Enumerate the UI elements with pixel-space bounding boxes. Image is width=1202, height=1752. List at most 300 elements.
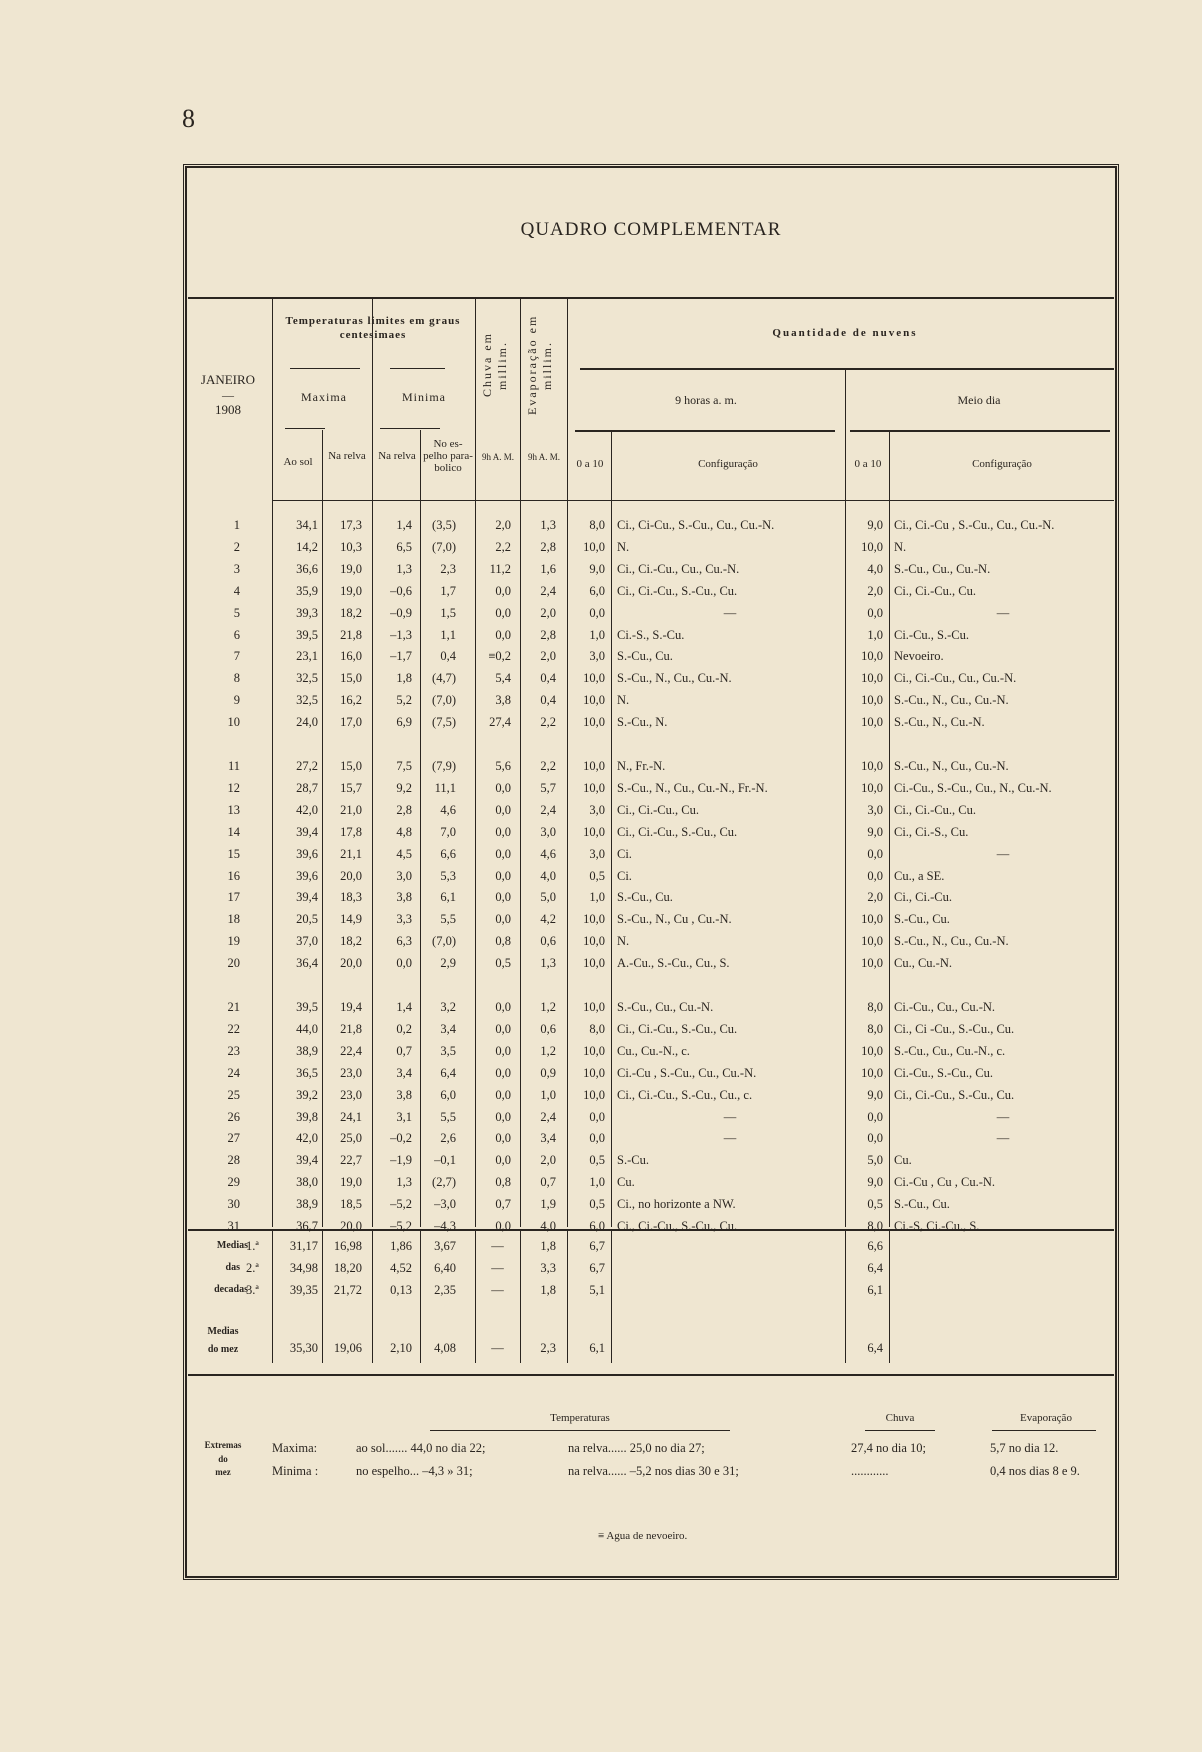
cell-config-9h: S.-Cu., N., Cu , Cu.-N. — [617, 912, 732, 927]
cell-day: 8 — [233, 671, 240, 686]
extremas-temperaturas-header: Temperaturas — [550, 1412, 610, 1424]
cell-na-relva-max: 19,0 — [340, 1175, 362, 1190]
cell-na-relva-max: 21,8 — [340, 627, 362, 642]
medias-label-1: Medias — [216, 1240, 248, 1251]
cell-cover-9h: 8,0 — [589, 518, 605, 532]
cell-config-noon: Ci., Ci.-Cu., Cu., Cu.-N. — [894, 671, 1017, 686]
medias-evaporacao: 1,8 — [540, 1283, 556, 1297]
cell-config-noon: Ci., Ci.-S., Cu. — [894, 824, 969, 839]
cell-espelho: (3,5) — [432, 518, 456, 532]
cell-config-9h: Ci. — [617, 868, 632, 883]
espelho-header: No es-pelho para-bolico — [423, 438, 473, 474]
cell-ao-sol: 39,5 — [296, 627, 318, 642]
cell-na-relva-min: 4,5 — [396, 846, 412, 861]
nuvens-header: Quantidade de nuvens — [772, 327, 918, 339]
cell-chuva: 0,0 — [495, 1109, 511, 1124]
cell-evaporacao: 0,4 — [540, 693, 556, 708]
cell-na-relva-max: 23,0 — [340, 1065, 362, 1080]
cell-config-noon: S.-Cu., N., Cu., Cu.-N. — [894, 693, 1009, 708]
cell-ao-sol: 38,9 — [296, 1043, 318, 1058]
cell-na-relva-max: 19,0 — [340, 561, 362, 576]
cell-espelho: 3,2 — [440, 1000, 456, 1014]
cell-na-relva-min: –0,9 — [390, 605, 412, 620]
cell-cover-noon: 0,0 — [867, 1131, 883, 1146]
cell-config-9h: S.-Cu., Cu. — [617, 649, 673, 664]
cell-day: 18 — [227, 912, 240, 927]
evaporacao-header: Evaporação em millim. — [525, 314, 554, 416]
cell-ao-sol: 39,6 — [296, 846, 318, 861]
cell-chuva: 0,0 — [495, 1087, 511, 1102]
cell-chuva: 0,0 — [495, 605, 511, 620]
cell-config-9h: N., Fr.-N. — [617, 759, 666, 773]
cell-cover-9h: 0,0 — [589, 605, 605, 620]
cell-chuva: 0,0 — [495, 1000, 511, 1014]
cell-evaporacao: 1,2 — [540, 1000, 556, 1014]
cell-espelho: 1,7 — [440, 583, 456, 598]
cell-config-noon: Ci.-Cu., Cu., Cu.-N. — [894, 1000, 996, 1014]
cell-na-relva-max: 20,0 — [340, 868, 362, 883]
extremas-evap-header: Evaporação — [1020, 1412, 1072, 1424]
cell-cover-9h: 10,0 — [583, 671, 605, 686]
cell-na-relva-max: 21,8 — [340, 1021, 362, 1036]
cell-config-9h: Ci., Ci.-Cu., S.-Cu., Cu. — [617, 824, 738, 839]
medias-cover-noon: 6,1 — [867, 1283, 883, 1297]
cell-na-relva-min: 3,4 — [396, 1065, 412, 1080]
cell-config-noon: — — [996, 1131, 1010, 1146]
cell-na-relva-min: –1,3 — [390, 627, 412, 642]
cell-cover-noon: 9,0 — [867, 1175, 883, 1190]
cell-config-noon: Ci.-Cu., S.-Cu., Cu. — [894, 1065, 993, 1080]
cell-na-relva-min: 3,8 — [396, 890, 412, 905]
cell-espelho: 7,0 — [440, 824, 456, 839]
cell-day: 21 — [227, 1000, 240, 1014]
cell-day: 26 — [227, 1109, 240, 1124]
medias-cover-noon: 6,6 — [867, 1239, 883, 1253]
medias-mez-cover-noon: 6,4 — [867, 1341, 883, 1355]
cell-config-9h: S.-Cu., Cu. — [617, 890, 673, 905]
cell-evaporacao: 5,0 — [540, 890, 556, 905]
cell-day: 1 — [233, 518, 240, 532]
cell-espelho: –0,1 — [434, 1153, 456, 1168]
cell-espelho: (2,7) — [432, 1175, 456, 1190]
cell-evaporacao: 2,2 — [540, 715, 556, 730]
cell-cover-noon: 0,0 — [867, 846, 883, 861]
cell-config-noon: S.-Cu., Cu., Cu.-N., c. — [894, 1043, 1006, 1058]
cell-cover-noon: 0,0 — [867, 868, 883, 883]
cell-config-9h: N. — [617, 539, 630, 554]
medias-na-relva-min: 0,13 — [390, 1283, 412, 1297]
cell-na-relva-max: 25,0 — [340, 1131, 362, 1146]
cell-cover-noon: 10,0 — [861, 693, 883, 708]
cell-ao-sol: 39,4 — [296, 824, 318, 839]
cell-na-relva-min: 1,3 — [396, 561, 412, 576]
cell-ao-sol: 38,9 — [296, 1197, 318, 1212]
cell-day: 30 — [227, 1197, 240, 1212]
cell-na-relva-min: –1,9 — [390, 1153, 412, 1168]
cell-ao-sol: 39,3 — [296, 605, 318, 620]
cell-espelho: 3,5 — [440, 1043, 456, 1058]
cell-espelho: 1,5 — [440, 605, 456, 620]
cell-cover-9h: 3,0 — [589, 846, 605, 861]
cell-config-noon: S.-Cu., Cu. — [894, 912, 950, 927]
cell-espelho: 6,4 — [440, 1065, 456, 1080]
cell-config-9h: N. — [617, 693, 630, 708]
cell-day: 11 — [227, 759, 240, 773]
cell-na-relva-max: 17,0 — [340, 715, 362, 730]
cell-chuva: 0,0 — [495, 802, 511, 817]
cell-na-relva-min: 1,3 — [396, 1175, 412, 1190]
cell-cover-9h: 10,0 — [583, 780, 605, 795]
cell-cover-noon: 9,0 — [867, 824, 883, 839]
table-title: QUADRO COMPLEMENTAR — [520, 219, 782, 240]
cell-day: 5 — [233, 605, 240, 620]
cell-day: 6 — [233, 627, 240, 642]
cell-cover-9h: 10,0 — [583, 539, 605, 554]
meio-dia-header: Meio dia — [957, 393, 1001, 407]
cell-config-9h: Ci., Ci-Cu., S.-Cu., Cu., Cu.-N. — [617, 518, 775, 532]
cell-chuva: 2,2 — [495, 539, 511, 554]
cell-cover-9h: 6,0 — [589, 583, 605, 598]
cell-espelho: 5,3 — [440, 868, 456, 883]
cell-evaporacao: 3,4 — [540, 1131, 556, 1146]
scale-header-1: 0 a 10 — [576, 458, 604, 470]
medias-mez-espelho: 4,08 — [434, 1341, 456, 1355]
cell-cover-noon: 3,0 — [867, 802, 883, 817]
cell-cover-noon: 10,0 — [861, 1065, 883, 1080]
cell-na-relva-min: 6,9 — [396, 715, 412, 730]
cell-day: 3 — [233, 561, 240, 576]
cell-cover-9h: 9,0 — [589, 561, 605, 576]
medias-chuva: — — [491, 1239, 504, 1253]
cell-chuva: 0,5 — [495, 956, 511, 971]
cell-cover-noon: 2,0 — [867, 583, 883, 598]
medias-ao-sol: 34,98 — [289, 1261, 318, 1275]
cell-espelho: 4,6 — [440, 802, 456, 817]
cell-cover-9h: 10,0 — [583, 693, 605, 708]
cell-na-relva-min: 3,3 — [396, 912, 412, 927]
footnote: ≡ Agua de nevoeiro. — [598, 1530, 688, 1542]
cell-day: 24 — [227, 1065, 240, 1080]
cell-chuva: 11,2 — [489, 561, 511, 576]
medias-mez-na-relva-min: 2,10 — [390, 1341, 412, 1355]
cell-chuva: 0,0 — [495, 890, 511, 905]
cell-chuva: ≡0,2 — [488, 649, 511, 664]
cell-chuva: 0,0 — [495, 1043, 511, 1058]
cell-day: 14 — [227, 824, 240, 839]
cell-na-relva-min: 7,5 — [396, 759, 412, 773]
cell-evaporacao: 2,0 — [540, 1153, 556, 1168]
cell-cover-9h: 1,0 — [589, 1175, 605, 1190]
cell-espelho: 1,1 — [440, 627, 456, 642]
cell-cover-9h: 6,0 — [589, 1219, 605, 1233]
extremas-chuva-header: Chuva — [885, 1412, 915, 1424]
cell-ao-sol: 35,9 — [296, 583, 318, 598]
cell-ao-sol: 38,0 — [296, 1175, 318, 1190]
cell-cover-9h: 0,5 — [589, 1153, 605, 1168]
cell-config-noon: Ci., Ci -Cu., S.-Cu., Cu. — [894, 1021, 1015, 1036]
cell-config-noon: Ci., Ci.-Cu , S.-Cu., Cu., Cu.-N. — [894, 518, 1055, 532]
cell-config-9h: A.-Cu., S.-Cu., Cu., S. — [617, 956, 730, 971]
ao-sol-header: Ao sol — [283, 456, 313, 468]
cell-evaporacao: 2,0 — [540, 649, 556, 664]
cell-config-9h: — — [723, 1109, 737, 1124]
cell-espelho: 3,4 — [440, 1021, 456, 1036]
cell-cover-noon: 2,0 — [867, 890, 883, 905]
temperature-group-header: Temperaturas limites em graus centesimaes — [285, 315, 461, 341]
cell-cover-9h: 1,0 — [589, 627, 605, 642]
cell-na-relva-min: 0,7 — [396, 1043, 412, 1058]
cell-config-noon: S.-Cu., N., Cu., Cu.-N. — [894, 934, 1009, 949]
cell-na-relva-max: 16,0 — [340, 649, 362, 664]
cell-espelho: 2,6 — [440, 1131, 456, 1146]
cell-espelho: (7,5) — [432, 715, 456, 730]
cell-espelho: 6,1 — [440, 890, 456, 905]
cell-ao-sol: 39,5 — [296, 1000, 318, 1014]
cell-evaporacao: 0,9 — [540, 1065, 556, 1080]
cell-evaporacao: 1,6 — [540, 561, 556, 576]
cell-config-noon: — — [996, 1109, 1010, 1124]
cell-config-noon: S.-Cu., N., Cu., Cu.-N. — [894, 759, 1009, 773]
cell-cover-9h: 10,0 — [583, 1087, 605, 1102]
cell-na-relva-min: –5,2 — [390, 1219, 412, 1233]
cell-day: 29 — [227, 1175, 240, 1190]
cell-config-9h: Ci., Ci.-Cu., S.-Cu., Cu. — [617, 1021, 738, 1036]
cell-na-relva-min: –0,6 — [390, 583, 412, 598]
cell-espelho: (7,0) — [432, 934, 456, 949]
cell-config-9h: Ci., Ci.-Cu., Cu., Cu.-N. — [617, 561, 740, 576]
medias-evaporacao: 3,3 — [540, 1261, 556, 1275]
cell-evaporacao: 1,3 — [540, 518, 556, 532]
cell-chuva: 0,8 — [495, 934, 511, 949]
cell-na-relva-min: 6,3 — [396, 934, 412, 949]
medias-mez-chuva: — — [491, 1341, 504, 1355]
cell-evaporacao: 2,4 — [540, 1109, 556, 1124]
cell-cover-noon: 0,5 — [867, 1197, 883, 1212]
cell-config-noon: — — [996, 846, 1010, 861]
cell-evaporacao: 4,2 — [540, 912, 556, 927]
cell-evaporacao: 0,6 — [540, 1021, 556, 1036]
cell-chuva: 0,8 — [495, 1175, 511, 1190]
cell-ao-sol: 39,4 — [296, 1153, 318, 1168]
maxima-header: Maxima — [301, 390, 347, 404]
medias-na-relva-max: 16,98 — [333, 1239, 362, 1253]
cell-cover-9h: 10,0 — [583, 956, 605, 971]
cell-config-noon: Ci.-Cu., S.-Cu., Cu., N., Cu.-N. — [894, 780, 1052, 795]
cell-cover-9h: 0,0 — [589, 1109, 605, 1124]
month-label: JANEIRO — [200, 372, 256, 387]
cell-config-noon: Cu. — [894, 1153, 912, 1168]
cell-day: 12 — [227, 780, 240, 795]
cell-chuva: 0,0 — [495, 780, 511, 795]
cell-espelho: –3,0 — [434, 1197, 456, 1212]
cell-chuva: 0,0 — [495, 868, 511, 883]
cell-config-9h: Ci., no horizonte a NW. — [617, 1197, 736, 1212]
cell-ao-sol: 24,0 — [296, 715, 318, 730]
cell-cover-noon: 10,0 — [861, 671, 883, 686]
cell-config-9h: Ci., Ci.-Cu., S.-Cu., Cu., c. — [617, 1087, 753, 1102]
cell-cover-9h: 10,0 — [583, 1000, 605, 1014]
medias-mez-cover-9h: 6,1 — [589, 1341, 605, 1355]
cell-ao-sol: 39,8 — [296, 1109, 318, 1124]
cell-cover-9h: 10,0 — [583, 824, 605, 839]
extremas-chuva-min: ............ — [851, 1464, 889, 1478]
cell-config-noon: Ci., Ci.-Cu., S.-Cu., Cu. — [894, 1087, 1015, 1102]
cell-na-relva-max: 24,1 — [340, 1109, 362, 1124]
medias-chuva: — — [491, 1283, 504, 1297]
cell-evaporacao: 4,0 — [540, 868, 556, 883]
cell-day: 19 — [227, 934, 240, 949]
cell-config-9h: Ci., Ci.-Cu., S.-Cu., Cu. — [617, 583, 738, 598]
cell-config-noon: N. — [894, 539, 907, 554]
cell-na-relva-max: 18,5 — [340, 1197, 362, 1212]
medias-label-2: das — [225, 1262, 240, 1273]
cell-config-9h: Ci.-Cu , S.-Cu., Cu., Cu.-N. — [617, 1065, 757, 1080]
page-number: 8 — [182, 104, 195, 133]
cell-config-9h: S.-Cu., N. — [617, 715, 668, 730]
cell-chuva: 0,0 — [495, 583, 511, 598]
extremas-min-relva: na relva...... –5,2 nos dias 30 e 31; — [568, 1464, 739, 1478]
na-relva-max-header: Na relva — [328, 450, 366, 462]
cell-cover-9h: 3,0 — [589, 649, 605, 664]
cell-na-relva-min: –0,2 — [390, 1131, 412, 1146]
cell-na-relva-max: 17,3 — [340, 518, 362, 532]
cell-na-relva-max: 18,2 — [340, 605, 362, 620]
medias-decada: 1.ª — [246, 1239, 259, 1253]
cell-espelho: 5,5 — [440, 1109, 456, 1124]
cell-na-relva-min: 0,0 — [396, 956, 412, 971]
cell-config-noon: Ci., Ci.-Cu., Cu. — [894, 583, 976, 598]
cell-day: 20 — [227, 956, 240, 971]
cell-cover-noon: 0,0 — [867, 1109, 883, 1124]
cell-day: 7 — [233, 649, 240, 664]
medias-espelho: 6,40 — [434, 1261, 456, 1275]
cell-ao-sol: 39,2 — [296, 1087, 318, 1102]
cell-na-relva-max: 19,0 — [340, 583, 362, 598]
cell-config-noon: Cu., a SE. — [894, 868, 945, 883]
cell-na-relva-max: 22,4 — [340, 1043, 362, 1058]
cell-evaporacao: 1,9 — [540, 1197, 556, 1212]
medias-mez-label-2: do mez — [207, 1344, 239, 1355]
extremas-maxima-label: Maxima: — [272, 1441, 318, 1455]
cell-cover-noon: 9,0 — [867, 518, 883, 532]
cell-config-9h: S.-Cu., N., Cu., Cu.-N. — [617, 671, 732, 686]
cell-evaporacao: 1,3 — [540, 956, 556, 971]
cell-day: 4 — [233, 583, 240, 598]
extremas-evap-max: 5,7 no dia 12. — [990, 1441, 1059, 1455]
cell-chuva: 0,0 — [495, 824, 511, 839]
medias-na-relva-min: 1,86 — [390, 1239, 412, 1253]
cell-cover-9h: 0,0 — [589, 1131, 605, 1146]
cell-ao-sol: 42,0 — [296, 802, 318, 817]
cell-ao-sol: 27,2 — [296, 759, 318, 773]
extremas-label-3: mez — [215, 1467, 231, 1477]
nove-horas-header: 9 horas a. m. — [675, 393, 737, 407]
cell-config-noon: Cu., Cu.-N. — [894, 956, 952, 971]
cell-espelho: (7,0) — [432, 693, 456, 708]
cell-ao-sol: 32,5 — [296, 671, 318, 686]
cell-evaporacao: 0,4 — [540, 671, 556, 686]
cell-day: 9 — [233, 693, 240, 708]
cell-chuva: 2,0 — [495, 518, 511, 532]
cell-ao-sol: 44,0 — [296, 1021, 318, 1036]
cell-cover-9h: 3,0 — [589, 802, 605, 817]
cell-evaporacao: 1,2 — [540, 1043, 556, 1058]
cell-ao-sol: 23,1 — [296, 649, 318, 664]
cell-config-noon: Ci., Ci.-Cu., Cu. — [894, 802, 976, 817]
cell-na-relva-max: 15,0 — [340, 759, 362, 773]
cell-config-noon: Ci.-S, Ci.-Cu., S. — [894, 1219, 980, 1233]
medias-espelho: 2,35 — [434, 1283, 456, 1297]
cell-evaporacao: 2,4 — [540, 583, 556, 598]
medias-ao-sol: 39,35 — [289, 1283, 318, 1297]
cell-evaporacao: 3,0 — [540, 824, 556, 839]
cell-na-relva-min: 4,8 — [396, 824, 412, 839]
cell-config-noon: S.-Cu., Cu., Cu.-N. — [894, 561, 991, 576]
month-dash: — — [222, 388, 234, 402]
cell-config-9h: Ci. — [617, 846, 632, 861]
cell-config-9h: — — [723, 605, 737, 620]
cell-chuva: 0,0 — [495, 1065, 511, 1080]
cell-config-9h: Cu., Cu.-N., c. — [617, 1043, 690, 1058]
cell-na-relva-min: 6,5 — [396, 539, 412, 554]
cell-day: 31 — [227, 1219, 240, 1233]
medias-espelho: 3,67 — [434, 1239, 456, 1253]
medias-evaporacao: 1,8 — [540, 1239, 556, 1253]
medias-decada: 2.ª — [246, 1261, 259, 1275]
chuva-header: Chuva em millim. — [480, 332, 509, 398]
cell-day: 13 — [227, 802, 240, 817]
cell-na-relva-min: 2,8 — [396, 802, 412, 817]
cell-config-9h: S.-Cu., N., Cu., Cu.-N., Fr.-N. — [617, 780, 768, 795]
cell-cover-noon: 9,0 — [867, 1087, 883, 1102]
cell-evaporacao: 2,8 — [540, 539, 556, 554]
cell-ao-sol: 37,0 — [296, 934, 318, 949]
cell-na-relva-max: 10,3 — [340, 539, 362, 554]
medias-cover-noon: 6,4 — [867, 1261, 883, 1275]
cell-day: 28 — [227, 1153, 240, 1168]
cell-na-relva-min: 1,8 — [396, 671, 412, 686]
cell-config-9h: Cu. — [617, 1175, 635, 1190]
cell-chuva: 0,0 — [495, 1153, 511, 1168]
cell-cover-9h: 10,0 — [583, 759, 605, 773]
cell-espelho: 6,6 — [440, 846, 456, 861]
cell-espelho: 11,1 — [434, 780, 456, 795]
cell-chuva: 0,0 — [495, 627, 511, 642]
cell-day: 16 — [227, 868, 240, 883]
medias-mez-ao-sol: 35,30 — [289, 1341, 318, 1355]
cell-na-relva-min: –1,7 — [390, 649, 412, 664]
cell-cover-9h: 0,5 — [589, 868, 605, 883]
cell-evaporacao: 0,6 — [540, 934, 556, 949]
cell-espelho: –4,3 — [434, 1219, 456, 1233]
cell-cover-noon: 0,0 — [867, 605, 883, 620]
cell-ao-sol: 36,7 — [296, 1219, 318, 1233]
cell-config-noon: Ci., Ci.-Cu. — [894, 890, 952, 905]
cell-na-relva-max: 15,7 — [340, 780, 362, 795]
cell-na-relva-min: 9,2 — [396, 780, 412, 795]
cell-config-noon: Nevoeiro. — [894, 649, 944, 664]
cell-cover-noon: 10,0 — [861, 759, 883, 773]
cell-config-noon: Ci.-Cu , Cu , Cu.-N. — [894, 1175, 996, 1190]
extremas-minima-label: Minima : — [272, 1464, 319, 1478]
medias-label-3: decadas — [214, 1284, 248, 1295]
cell-chuva: 0,0 — [495, 1131, 511, 1146]
cell-na-relva-min: –5,2 — [390, 1197, 412, 1212]
medias-cover-9h: 5,1 — [589, 1283, 605, 1297]
cell-day: 10 — [227, 715, 240, 730]
cell-cover-9h: 10,0 — [583, 912, 605, 927]
cell-cover-noon: 10,0 — [861, 780, 883, 795]
